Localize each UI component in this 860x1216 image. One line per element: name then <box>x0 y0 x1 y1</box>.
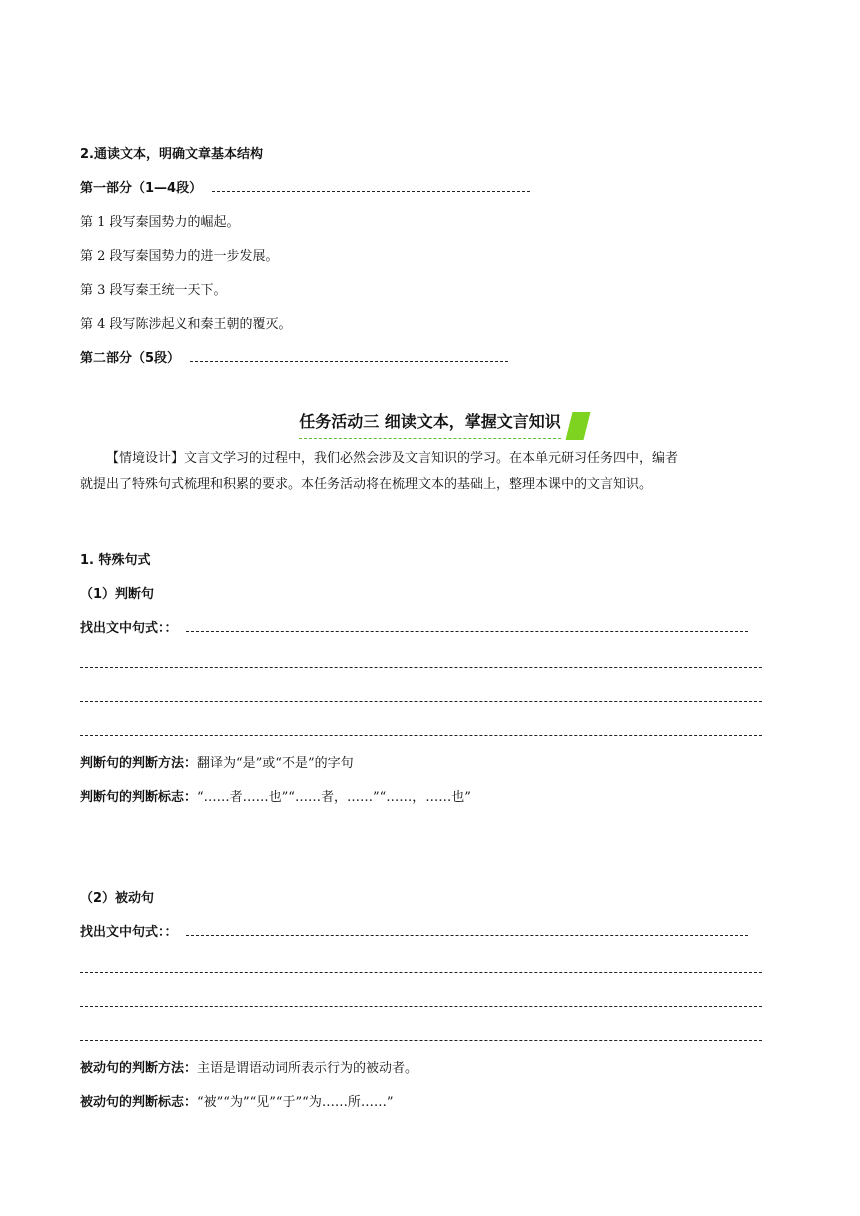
intro-text-1: 文言文学习的过程中，我们必然会涉及文言知识的学习。在本单元研习任务四中，编者 <box>184 451 679 466</box>
special-heading: 1. 特殊句式 <box>80 553 151 568</box>
section-heading: 2.通读文本，明确文章基本结构 <box>80 147 263 162</box>
answer-blank[interactable] <box>212 191 530 192</box>
intro-tag: 【情境设计】 <box>106 451 185 466</box>
judgment-method-row <box>80 755 354 773</box>
part1-row <box>80 180 530 198</box>
answer-line[interactable] <box>80 701 762 702</box>
intro-paragraph <box>80 446 780 498</box>
passive-marker-row <box>80 1094 393 1112</box>
judgment-heading: （1）判断句 <box>80 587 155 602</box>
passive-marker-label: 被动句的判断标志： <box>80 1095 198 1110</box>
task-heading-wrap <box>0 410 860 439</box>
judgment-marker-row <box>80 789 471 807</box>
answer-blank[interactable] <box>186 935 748 936</box>
answer-blank[interactable] <box>186 631 748 632</box>
answer-line[interactable] <box>80 1006 762 1007</box>
passive-method-label: 被动句的判断方法： <box>80 1061 198 1076</box>
passive-find-row <box>80 924 748 942</box>
paragraph-summary-2: 第 2 段写秦国势力的进一步发展。 <box>80 249 279 264</box>
judgment-find-row <box>80 620 748 638</box>
green-flag-decoration <box>565 412 590 440</box>
passive-method-row <box>80 1060 418 1078</box>
part2-label: 第二部分（5段） <box>80 351 181 366</box>
answer-line[interactable] <box>80 735 762 736</box>
judgment-method-text: 翻译为“是”或“不是”的字句 <box>197 756 354 771</box>
part2-row <box>80 350 508 368</box>
answer-blank[interactable] <box>190 361 508 362</box>
task-title: 任务活动三 细读文本，掌握文言知识 <box>299 412 561 431</box>
judgment-marker-text: “……者……也”“……者，……”“……，……也” <box>197 790 471 805</box>
paragraph-summary-3: 第 3 段写秦王统一天下。 <box>80 283 227 298</box>
judgment-method-label: 判断句的判断方法： <box>80 756 198 771</box>
passive-heading: （2）被动句 <box>80 891 155 906</box>
passive-find-label: 找出文中句式：： <box>80 925 178 940</box>
task-heading <box>299 410 561 439</box>
paragraph-summary-4: 第 4 段写陈涉起义和秦王朝的覆灭。 <box>80 317 292 332</box>
answer-line[interactable] <box>80 972 762 973</box>
judgment-marker-label: 判断句的判断标志： <box>80 790 198 805</box>
paragraph-summary-1: 第 1 段写秦国势力的崛起。 <box>80 215 240 230</box>
intro-line-2: 就提出了特殊句式梳理和积累的要求。本任务活动将在梳理文本的基础上，整理本课中的文言知识。 <box>80 477 653 492</box>
answer-line[interactable] <box>80 667 762 668</box>
judgment-find-label: 找出文中句式：： <box>80 621 178 636</box>
answer-line[interactable] <box>80 1040 762 1041</box>
intro-line-1 <box>80 446 780 472</box>
passive-marker-text: “被”“为”“见”“于”“为……所……” <box>197 1095 394 1110</box>
passive-method-text: 主语是谓语动词所表示行为的被动者。 <box>197 1061 419 1076</box>
part1-label: 第一部分（1—4段） <box>80 181 203 196</box>
